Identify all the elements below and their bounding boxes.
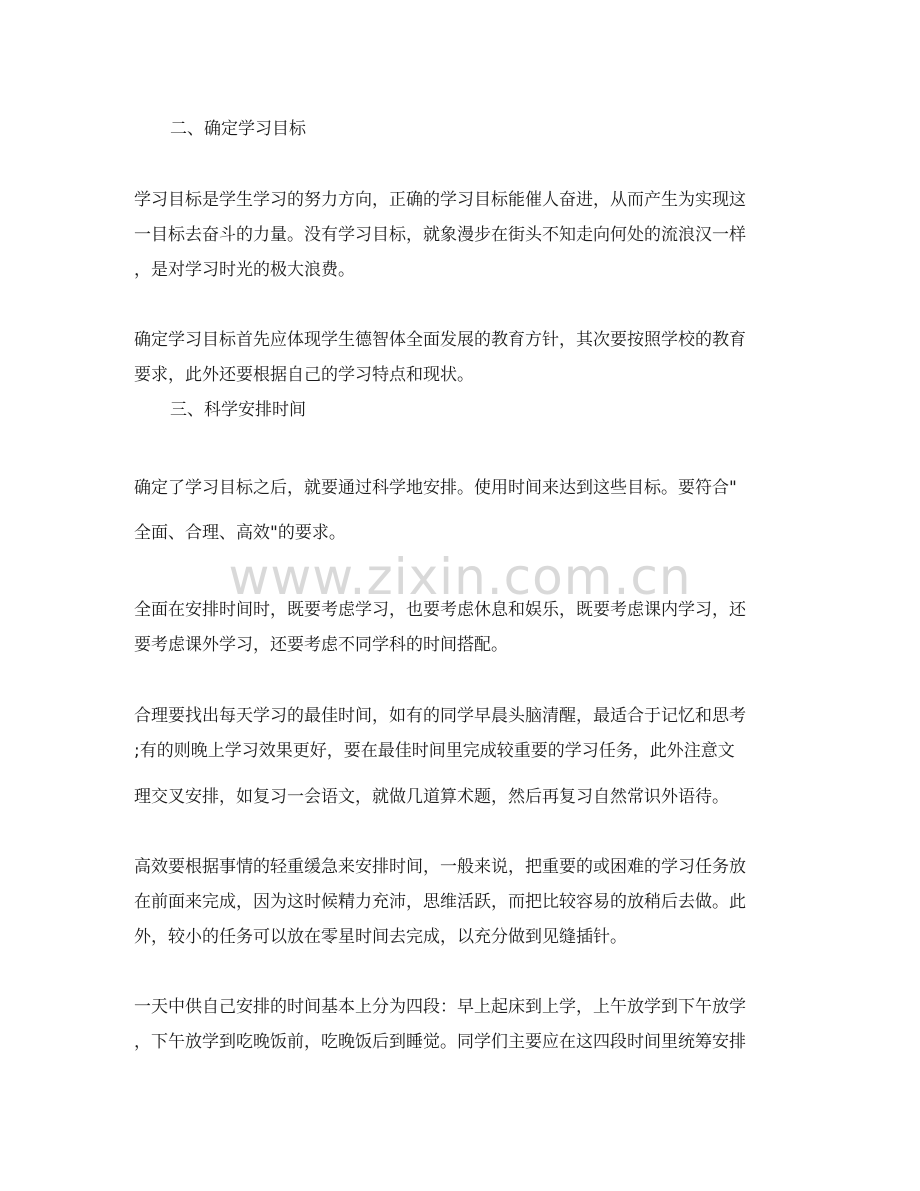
section-heading-2: 二、确定学习目标 (170, 119, 306, 139)
paragraph-1-line-2: 一目标去奋斗的力量。没有学习目标，就象漫步在街头不知走向何处的流浪汉一样 (134, 225, 746, 245)
paragraph-1-line-1: 学习目标是学生学习的努力方向，正确的学习目标能催人奋进，从而产生为实现这 (134, 190, 746, 210)
paragraph-5-line-2: ;有的则晚上学习效果更好，要在最佳时间里完成较重要的学习任务，此外注意文 (134, 741, 735, 761)
paragraph-6-line-3: 外，较小的任务可以放在零星时间去完成，以充分做到见缝插针。 (134, 927, 627, 947)
paragraph-3-line-1: 确定了学习目标之后，就要通过科学地安排。使用时间来达到这些目标。要符合" (134, 478, 737, 498)
paragraph-6-line-2: 在前面来完成，因为这时候精力充沛，思维活跃，而把比较容易的放稍后去做。此 (134, 892, 746, 912)
paragraph-5-line-3: 理交叉安排，如复习一会语文，就做几道算术题，然后再复习自然常识外语待。 (134, 787, 729, 807)
paragraph-4-line-2: 要考虑课外学习，还要考虑不同学科的时间搭配。 (134, 635, 508, 655)
paragraph-4-line-1: 全面在安排时间时，既要考虑学习，也要考虑休息和娱乐，既要考虑课内学习，还 (134, 600, 746, 620)
paragraph-3-line-2: 全面、合理、高效"的要求。 (134, 523, 346, 543)
section-heading-3: 三、科学安排时间 (170, 400, 306, 420)
paragraph-1-line-3: ，是对学习时光的极大浪费。 (134, 260, 355, 280)
paragraph-2-line-1: 确定学习目标首先应体现学生德智体全面发展的教育方针，其次要按照学校的教育 (134, 330, 746, 350)
paragraph-7-line-1: 一天中供自己安排的时间基本上分为四段：早上起床到上学，上午放学到下午放学 (134, 997, 746, 1017)
paragraph-6-line-1: 高效要根据事情的轻重缓急来安排时间，一般来说，把重要的或困难的学习任务放 (134, 857, 746, 877)
paragraph-2-line-2: 要求，此外还要根据自己的学习特点和现状。 (134, 365, 474, 385)
watermark: www.zixin.com.cn (228, 548, 692, 606)
paragraph-7-line-2: ，下午放学到吃晚饭前，吃晚饭后到睡觉。同学们主要应在这四段时间里统筹安排 (134, 1032, 746, 1052)
paragraph-5-line-1: 合理要找出每天学习的最佳时间，如有的同学早晨头脑清醒，最适合于记忆和思考 (134, 706, 746, 726)
